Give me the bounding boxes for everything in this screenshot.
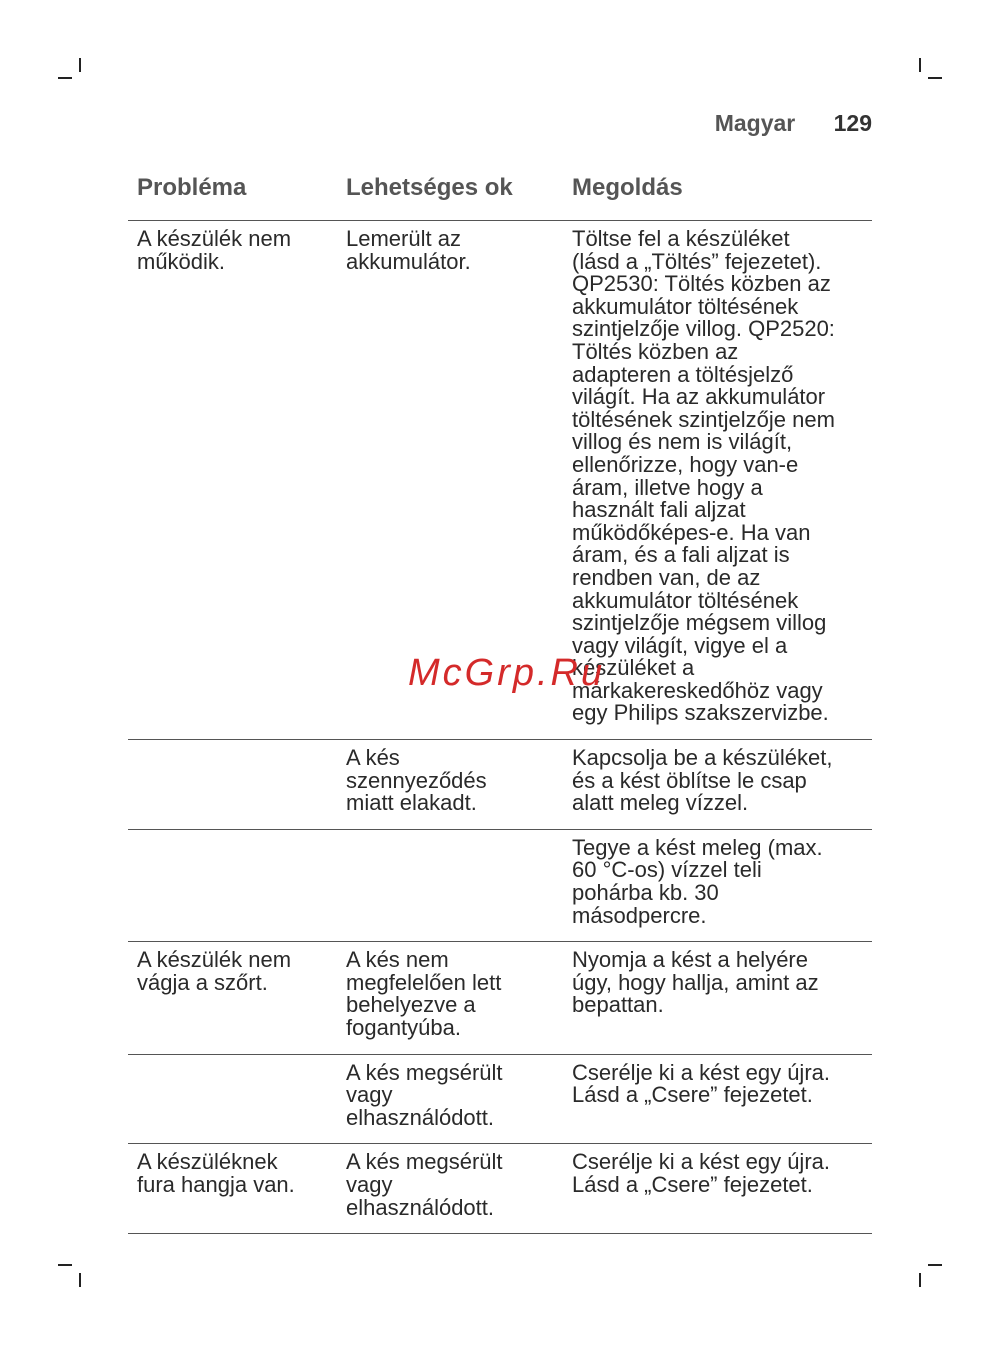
solution-cell: Cserélje ki a kést egy újra. Lásd a „Csere” fejezetet. bbox=[572, 1144, 872, 1234]
problem-cell: A készülék nem vágja a szőrt. bbox=[128, 942, 337, 1054]
cause-cell: A kés nem megfelelően lett behelyezve a fogantyúba. bbox=[337, 942, 572, 1054]
column-header-solution: Megoldás bbox=[572, 160, 872, 221]
solution-cell: Nyomja a kést a helyére úgy, hogy hallja, amint az bepattan. bbox=[572, 942, 872, 1054]
cause-cell bbox=[337, 829, 572, 941]
table-row bbox=[128, 1054, 872, 1144]
table-header-row bbox=[128, 160, 872, 221]
table-row bbox=[128, 829, 872, 941]
crop-mark bbox=[58, 77, 72, 79]
solution-cell: Kapcsolja be a készüléket, és a kést öblítse le csap alatt meleg vízzel. bbox=[572, 740, 872, 830]
column-header-cause: Lehetséges ok bbox=[337, 160, 572, 221]
crop-mark bbox=[79, 1273, 81, 1287]
problem-cell bbox=[128, 740, 337, 830]
cause-cell: Lemerült az akkumulátor. bbox=[337, 221, 572, 740]
crop-mark bbox=[928, 1264, 942, 1266]
table-row bbox=[128, 740, 872, 830]
language-label: Magyar bbox=[714, 110, 796, 136]
crop-mark bbox=[919, 58, 921, 72]
crop-mark bbox=[919, 1273, 921, 1287]
crop-mark bbox=[58, 1264, 72, 1266]
problem-cell: A készüléknek fura hangja van. bbox=[128, 1144, 337, 1234]
problem-cell: A készülék nem működik. bbox=[128, 221, 337, 740]
table-row bbox=[128, 1144, 872, 1234]
troubleshooting-table bbox=[128, 160, 872, 1234]
problem-cell bbox=[128, 1054, 337, 1144]
solution-cell: Cserélje ki a kést egy újra. Lásd a „Csere” fejezetet. bbox=[572, 1054, 872, 1144]
cause-cell: A kés szennyeződés miatt elakadt. bbox=[337, 740, 572, 830]
crop-mark bbox=[928, 77, 942, 79]
page-number: 129 bbox=[833, 110, 872, 136]
problem-cell bbox=[128, 829, 337, 941]
cause-cell: A kés megsérült vagy elhasználódott. bbox=[337, 1144, 572, 1234]
solution-cell: Töltse fel a készüléket (lásd a „Töltés” fejezetet). QP2530: Töltés közben az akkumulátor töltésének szintjelzője villog. QP2520: Töltés közben az adapteren a töltésjelző világít. Ha az akkumulátor töltésének szintjelzője nem villog és nem is világít, ellenőrizze, hogy van-e áram, illetve hogy a használt fali aljzat működőképes-e. Ha van áram, és a fali aljzat is rendben van, de az akkumulátor töltésének szintjelzője mégsem villog vagy világít, vigye el a készüléket a márkakereskedőhöz vagy egy Philips szakszervizbe. bbox=[572, 221, 872, 740]
table-row bbox=[128, 942, 872, 1054]
crop-mark bbox=[79, 58, 81, 72]
watermark: McGrp.Ru bbox=[408, 652, 606, 694]
page-header bbox=[715, 110, 872, 137]
cause-cell: A kés megsérült vagy elhasználódott. bbox=[337, 1054, 572, 1144]
solution-cell: Tegye a kést meleg (max. 60 °C-os) vízzel teli pohárba kb. 30 másodpercre. bbox=[572, 829, 872, 941]
column-header-problem: Probléma bbox=[128, 160, 337, 221]
